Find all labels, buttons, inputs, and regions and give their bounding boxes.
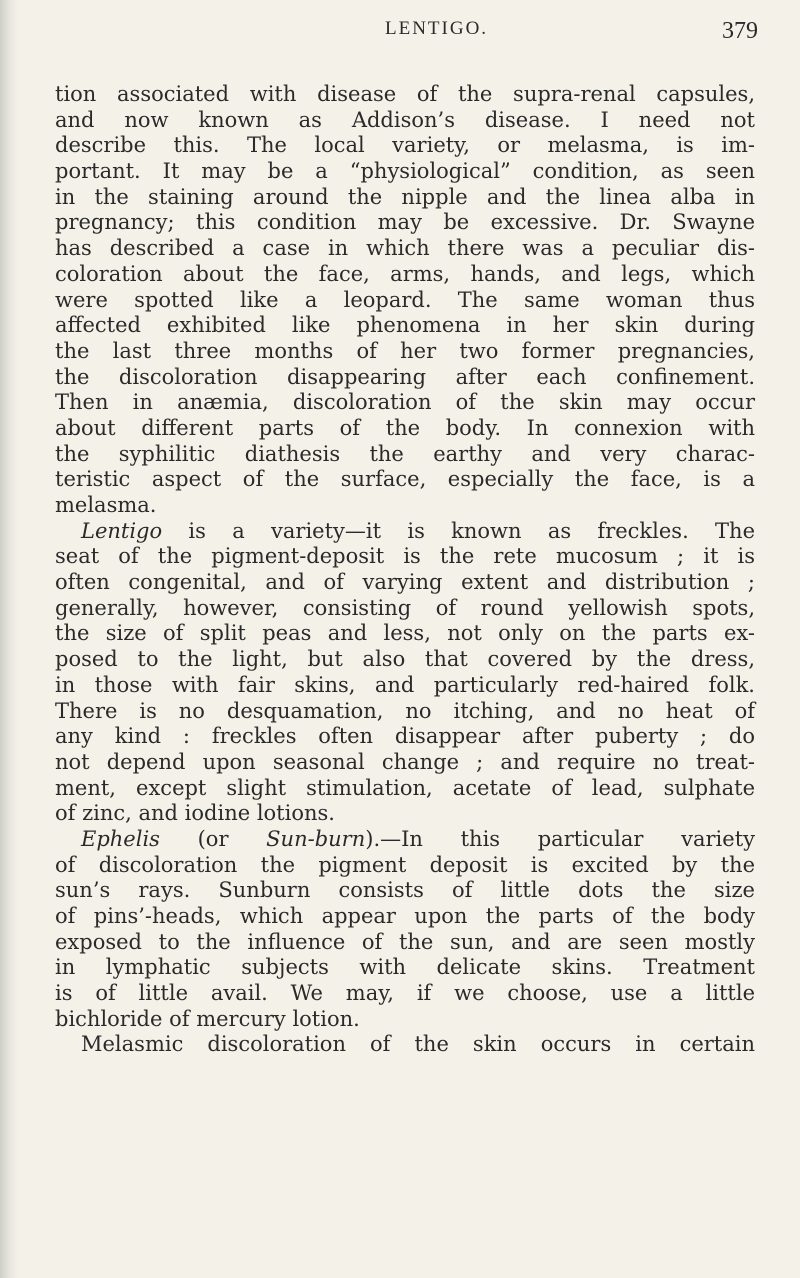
line-text: coloration about the face, arms, hands, and legs, which <box>55 261 755 286</box>
line-text: posed to the light, but also that covered by the dress, <box>55 647 755 672</box>
text-line <box>55 724 755 750</box>
line-text: about different parts of the body. In connexion with <box>55 415 755 440</box>
line-text: pregnancy; this condition may be excessive. Dr. Swayne <box>55 210 755 235</box>
text-line <box>55 339 755 365</box>
line-text: any kind : freckles often disappear after puberty ; do <box>55 724 755 749</box>
body-text <box>55 82 755 1058</box>
line-text: were spotted like a leopard. The same woman thus <box>55 287 755 312</box>
text-line <box>55 801 755 827</box>
line-text: the size of split peas and less, not only on the parts ex- <box>55 621 755 646</box>
page-header <box>0 18 800 58</box>
text-line <box>55 1007 755 1033</box>
line-text-rest: ).—In this particular variety <box>365 826 755 851</box>
text-line <box>55 955 755 981</box>
line-text: the discoloration disappearing after each confinement. <box>55 364 755 389</box>
text-line <box>55 493 755 519</box>
line-text: and now known as Addison’s disease. I need not <box>55 107 755 132</box>
line-text: portant. It may be a “physiological” condition, as seen <box>55 159 755 184</box>
line-text: ment, except slight stimulation, acetate of lead, sulphate <box>55 775 755 800</box>
italic-term: Ephelis <box>81 826 160 851</box>
text-line <box>55 467 755 493</box>
line-text: teristic aspect of the surface, especially the face, is a <box>55 467 755 492</box>
line-text: of discoloration the pigment deposit is excited by the <box>55 852 755 877</box>
text-line <box>55 236 755 262</box>
line-text: the syphilitic diathesis the earthy and very charac- <box>55 441 755 466</box>
text-line <box>55 1032 755 1058</box>
line-text: There is no desquamation, no itching, and no heat of <box>55 698 755 723</box>
text-line <box>55 544 755 570</box>
text-line <box>55 930 755 956</box>
text-line <box>55 776 755 802</box>
text-line <box>55 288 755 314</box>
line-text: of zinc, and iodine lotions. <box>55 801 335 826</box>
text-line <box>55 750 755 776</box>
text-line <box>55 699 755 725</box>
line-text: is of little avail. We may, if we choose, use a little <box>55 981 755 1006</box>
line-text: seat of the pigment-deposit is the rete mucosum ; it is <box>55 544 755 569</box>
text-line <box>55 904 755 930</box>
text-line <box>55 185 755 211</box>
line-text: is a variety—it is known as freckles. The <box>162 518 755 543</box>
line-text: affected exhibited like phenomena in her skin during <box>55 313 755 338</box>
line-text: (or <box>159 826 267 851</box>
text-line <box>55 519 755 545</box>
line-text: in the staining around the nipple and the linea alba in <box>55 184 755 209</box>
line-text: often congenital, and of varying extent and distribution ; <box>55 570 755 595</box>
text-line <box>55 596 755 622</box>
line-text: in those with fair skins, and particularly red-haired folk. <box>55 672 755 697</box>
line-text: sun’s rays. Sunburn consists of little dots the size <box>55 878 755 903</box>
line-text: in lymphatic subjects with delicate skins. Treatment <box>55 955 755 980</box>
text-line <box>55 647 755 673</box>
line-text: melasma. <box>55 493 157 517</box>
text-line <box>55 878 755 904</box>
text-line <box>55 416 755 442</box>
line-text: exposed to the influence of the sun, and are seen mostly <box>55 929 755 954</box>
line-text: describe this. The local variety, or melasma, is im- <box>55 133 755 158</box>
running-head: LENTIGO. <box>385 18 489 39</box>
line-text: bichloride of mercury lotion. <box>55 1006 360 1031</box>
page-binding-edge <box>0 0 18 1278</box>
line-text: of pins’-heads, which appear upon the parts of the body <box>55 904 755 928</box>
line-text: tion associated with disease of the supra-renal capsules, <box>55 82 755 106</box>
text-line <box>55 853 755 879</box>
text-line <box>55 159 755 185</box>
text-line <box>55 108 755 134</box>
line-text: not depend upon seasonal change ; and require no treat- <box>55 749 755 774</box>
line-text: the last three months of her two former pregnancies, <box>55 338 755 363</box>
page-number: 379 <box>722 18 758 44</box>
text-line <box>55 390 755 416</box>
text-line <box>55 621 755 647</box>
text-line <box>55 570 755 596</box>
text-line <box>55 442 755 468</box>
text-line <box>55 133 755 159</box>
line-text: Then in anæmia, discoloration of the skin may occur <box>55 390 755 415</box>
text-line <box>55 365 755 391</box>
line-text: generally, however, consisting of round yellowish spots, <box>55 595 755 620</box>
text-line <box>55 82 755 108</box>
text-line <box>55 210 755 236</box>
text-line <box>55 673 755 699</box>
line-text: has described a case in which there was a peculiar dis- <box>55 236 755 261</box>
text-line <box>55 827 755 853</box>
line-text: Melasmic discoloration of the skin occurs in certain <box>81 1032 755 1057</box>
italic-term: Sun-burn <box>266 826 366 851</box>
text-line <box>55 262 755 288</box>
text-line <box>55 981 755 1007</box>
text-line <box>55 313 755 339</box>
italic-term: Lentigo <box>81 518 163 543</box>
